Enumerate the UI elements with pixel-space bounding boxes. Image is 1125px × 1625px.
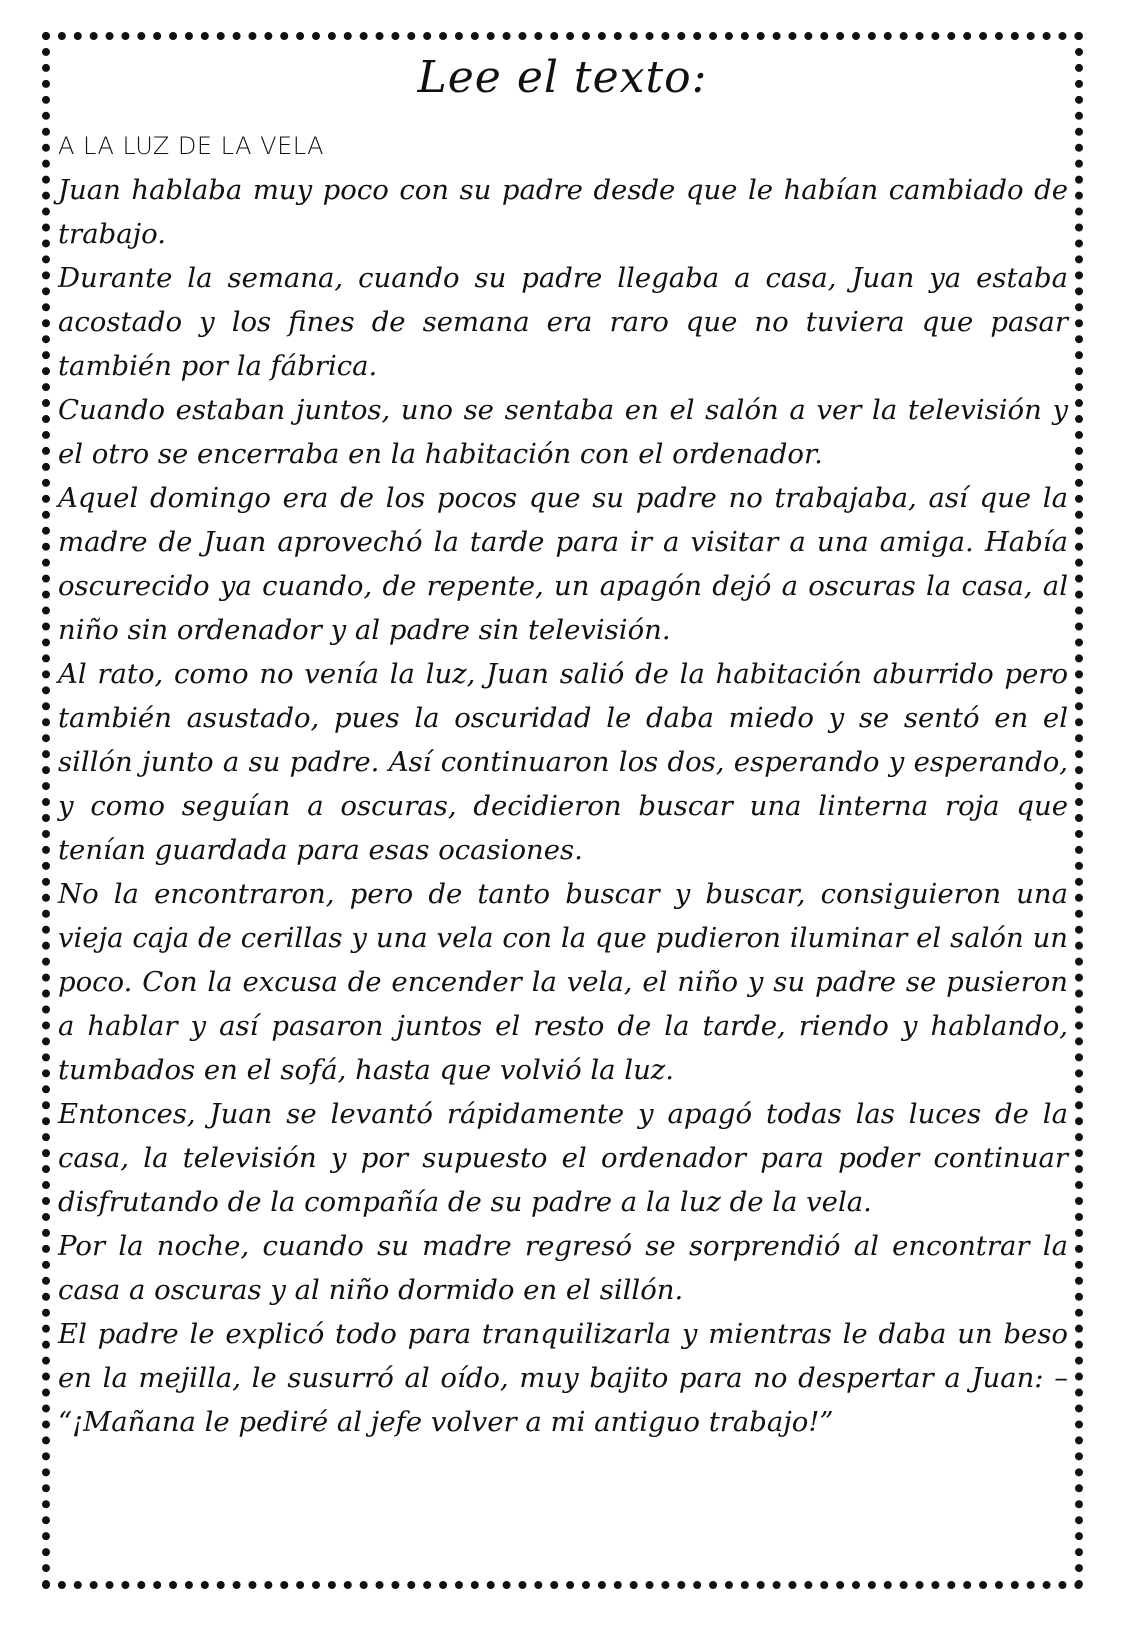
story-paragraph-9: El padre le explicó todo para tranquilizarla y mientras le daba un beso en la mejilla, le susurró al oído, muy bajito para no despertar a Juan: – “¡Mañana le pediré al jefe volver a mi antiguo trabajo!” [58,1318,1068,1438]
story-paragraph-5: Al rato, como no venía la luz, Juan salió de la habitación aburrido pero también asustado, pues la oscuridad le daba miedo y se sentó en el sillón junto a su padre. Así continuaron los dos, esperando y esperando, y como seguían a oscuras, decidieron buscar una linterna roja que tenían guardada para esas ocasiones. [58,658,1068,866]
story-title: A LA LUZ DE LA VELA [58,132,325,160]
story-paragraph-7: Entonces, Juan se levantó rápidamente y apagó todas las luces de la casa, la televisión y por supuesto el ordenador para poder continuar disfrutando de la compañía de su padre a la luz de la vela. [58,1098,1068,1218]
story-paragraph-8: Por la noche, cuando su madre regresó se sorprendió al encontrar la casa a oscuras y al niño dormido en el sillón. [58,1230,1068,1306]
story-paragraph-4: Aquel domingo era de los pocos que su padre no trabajaba, así que la madre de Juan aprovechó la tarde para ir a visitar a una amiga. Había oscurecido ya cuando, de repente, un apagón dejó a oscuras la casa, al niño sin ordenador y al padre sin televisión. [58,482,1068,646]
story-paragraph-1: Juan hablaba muy poco con su padre desde que le habían cambiado de trabajo. [58,174,1068,250]
page-title: Lee el texto: [417,52,708,103]
story-paragraph-2: Durante la semana, cuando su padre llegaba a casa, Juan ya estaba acostado y los fines de semana era raro que no tuviera que pasar también por la fábrica. [58,262,1068,382]
story-paragraph-6: No la encontraron, pero de tanto buscar y buscar, consiguieron una vieja caja de cerillas y una vela con la que pudieron iluminar el salón un poco. Con la excusa de encender la vela, el niño y su padre se pusieron a hablar y así pasaron juntos el resto de la tarde, riendo y hablando, tumbados en el sofá, hasta que volvió la luz. [58,878,1068,1086]
story-content [58,124,1068,1444]
story-paragraph-3: Cuando estaban juntos, uno se sentaba en el salón a ver la televisión y el otro se encerraba en la habitación con el ordenador. [58,394,1068,470]
